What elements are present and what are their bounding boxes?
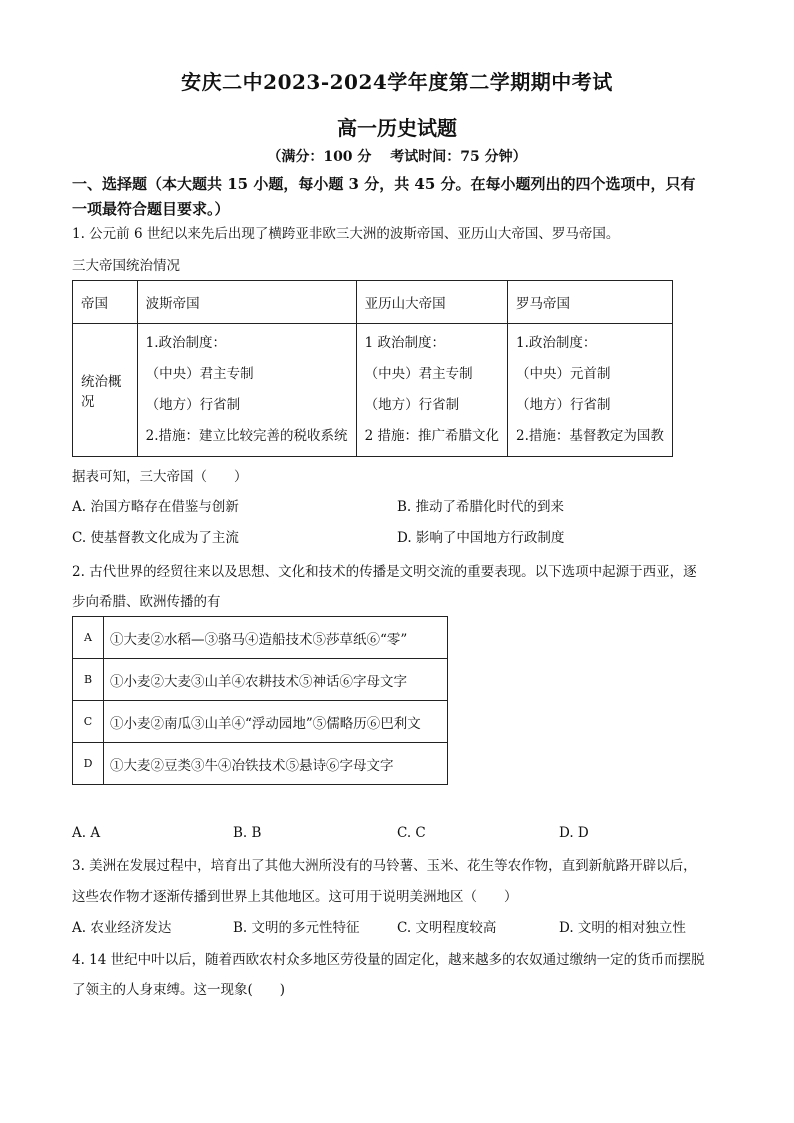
q1-option-c: C. 使基督教文化成为了主流 [72, 530, 239, 546]
table-row [73, 701, 448, 743]
cell-line: 2.措施：基督教定为国教 [516, 428, 664, 444]
table-row [73, 659, 448, 701]
table-row [73, 281, 673, 324]
table-header-cell: 亚历山大帝国 [356, 281, 507, 324]
cell-line: （地方）行省制 [364, 397, 460, 413]
q3-option-c: C. 文明程度较高 [397, 920, 497, 936]
q2-stem-line2: 步向希腊、欧洲传播的有 [72, 594, 221, 610]
q1-question: 据表可知，三大帝国（ ） [72, 469, 248, 485]
table-row [73, 617, 448, 659]
q2-option-a: A. A [72, 825, 101, 841]
section-heading-line2: 一项最符合题目要求。） [72, 200, 230, 218]
section-heading [72, 172, 732, 222]
cell-line: 2 措施：推广希腊文化 [364, 428, 499, 444]
cell-line: 1.政治制度： [516, 335, 597, 351]
q2-option-d: D. D [559, 825, 589, 841]
q2-stem-line1: 2. 古代世界的经贸往来以及思想、文化和技术的传播是文明交流的重要表现。以下选项中起源于西亚，逐 [72, 564, 697, 580]
option-text-cell: ①小麦②大麦③山羊④农耕技术⑤神话⑥字母文字 [104, 659, 448, 701]
option-text-cell: ①小麦②南瓜③山羊④“浮动园地”⑤儒略历⑥巴利文 [104, 701, 448, 743]
cell-line: 1 政治制度： [364, 335, 445, 351]
option-text-cell: ①大麦②豆类③牛④冶铁技术⑤悬诗⑥字母文字 [104, 743, 448, 785]
table-row [73, 324, 673, 457]
cell-line: （地方）行省制 [516, 397, 611, 413]
option-key-cell: B [73, 659, 104, 701]
q1-table-caption: 三大帝国统治情况 [72, 258, 180, 274]
q3-option-b: B. 文明的多元性特征 [233, 920, 360, 936]
table-header-cell: 波斯帝国 [137, 281, 356, 324]
q3-option-a: A. 农业经济发达 [72, 920, 172, 936]
table-row [73, 743, 448, 785]
cell-line: （中央）君主专制 [364, 366, 473, 382]
exam-meta: （满分：100 分 考试时间：75 分钟） [267, 149, 527, 165]
table-cell [137, 324, 356, 457]
q2-options-table [72, 616, 448, 785]
q3-stem-line1: 3. 美洲在发展过程中，培育出了其他大洲所没有的马铃薯、玉米、花生等农作物，直到新航路开辟以后， [72, 858, 697, 874]
cell-line: （中央）元首制 [516, 366, 611, 382]
table-header-cell: 罗马帝国 [508, 281, 673, 324]
q1-empire-table [72, 280, 673, 457]
table-cell [508, 324, 673, 457]
option-text-cell: ①大麦②水稻—③骆马④造船技术⑤莎草纸⑥“零” [104, 617, 448, 659]
q4-stem-line2: 了领主的人身束缚。这一现象( ) [72, 982, 286, 998]
q1-option-a: A. 治国方略存在借鉴与创新 [72, 499, 239, 515]
cell-line: （地方）行省制 [145, 397, 241, 413]
q2-option-c: C. C [397, 825, 426, 841]
q1-option-b: B. 推动了希腊化时代的到来 [397, 499, 565, 515]
section-heading-line1: 一、选择题（本大题共 15 小题，每小题 3 分，共 45 分。在每小题列出的四个选项中，只有 [72, 175, 696, 193]
q4-stem-line1: 4. 14 世纪中叶以后，随着西欧农村众多地区劳役量的固定化，越来越多的农奴通过缴纳一定的货币而摆脱 [72, 952, 705, 968]
option-key-cell: C [73, 701, 104, 743]
q2-option-b: B. B [233, 825, 262, 841]
q1-option-d: D. 影响了中国地方行政制度 [397, 530, 565, 546]
option-key-cell: A [73, 617, 104, 659]
cell-line: （中央）君主专制 [145, 366, 254, 382]
cell-line: 2.措施：建立比较完善的税收系统 [145, 428, 348, 444]
q1-stem: 1. 公元前 6 世纪以来先后出现了横跨亚非欧三大洲的波斯帝国、亚历山大帝国、罗马帝国。 [72, 226, 620, 242]
q3-option-d: D. 文明的相对独立性 [559, 920, 686, 936]
table-header-cell: 帝国 [73, 281, 138, 324]
cell-line: 1.政治制度： [145, 335, 227, 351]
q3-stem-line2: 这些农作物才逐渐传播到世界上其他地区。这可用于说明美洲地区（ ） [72, 889, 518, 905]
exam-title: 安庆二中2023-2024学年度第二学期期中考试 [181, 70, 613, 94]
table-cell [356, 324, 507, 457]
exam-subtitle: 高一历史试题 [337, 116, 457, 140]
option-key-cell: D [73, 743, 104, 785]
row-label-cell: 统治概况 [73, 324, 138, 457]
